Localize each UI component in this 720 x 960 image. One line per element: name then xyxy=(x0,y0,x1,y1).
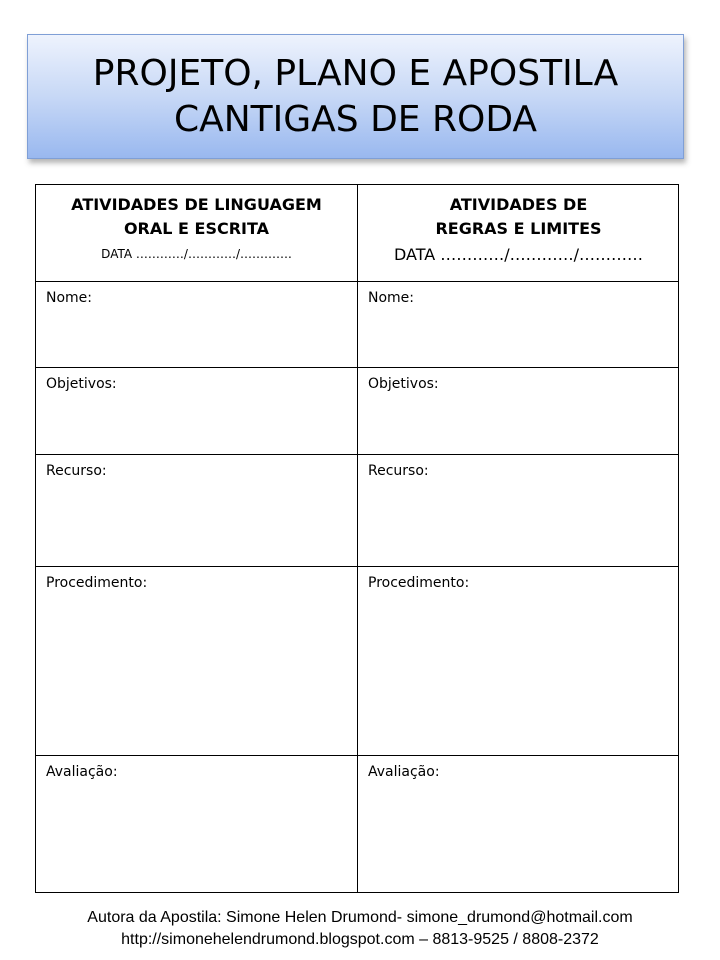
cell-recurso-language xyxy=(36,455,357,566)
column-heading-rules-line1: ATIVIDADES DE xyxy=(449,195,588,214)
label-objetivos: Objetivos: xyxy=(368,376,439,392)
footer-contact: http://simonehelendrumond.blogspot.com – 8813-9525 / 8808-2372 xyxy=(121,931,599,948)
title-line-2: CANTIGAS DE RODA xyxy=(173,98,538,140)
label-procedimento: Procedimento: xyxy=(368,575,470,591)
column-heading-rules-line2: REGRAS E LIMITES xyxy=(435,219,602,238)
title-line-1: PROJETO, PLANO E APOSTILA xyxy=(92,52,619,94)
date-field-rules: DATA …………/…………/………… xyxy=(393,245,644,264)
label-recurso: Recurso: xyxy=(368,463,429,479)
label-recurso: Recurso: xyxy=(46,463,107,479)
label-avaliacao: Avaliação: xyxy=(368,764,440,780)
column-heading-language-line2: ORAL E ESCRITA xyxy=(123,219,270,238)
cell-procedimento-rules xyxy=(358,567,679,755)
cell-objetivos-rules xyxy=(358,368,679,454)
label-nome: Nome: xyxy=(46,290,93,306)
cell-nome-rules xyxy=(358,282,679,367)
label-objetivos: Objetivos: xyxy=(46,376,117,392)
cell-avaliacao-rules xyxy=(358,756,679,892)
activity-table xyxy=(35,184,679,893)
header-cell-language xyxy=(36,185,357,281)
date-field-language: DATA …………/…………/…………. xyxy=(101,247,292,261)
header-cell-rules xyxy=(358,185,679,281)
cell-recurso-rules xyxy=(358,455,679,566)
column-heading-language-line1: ATIVIDADES DE LINGUAGEM xyxy=(71,195,322,214)
cell-avaliacao-language xyxy=(36,756,357,892)
footer-author: Autora da Apostila: Simone Helen Drumond- simone_drumond@hotmail.com xyxy=(87,909,633,926)
cell-nome-language xyxy=(36,282,357,367)
cell-procedimento-language xyxy=(36,567,357,755)
label-nome: Nome: xyxy=(368,290,415,306)
title-banner xyxy=(27,34,684,159)
label-avaliacao: Avaliação: xyxy=(46,764,118,780)
label-procedimento: Procedimento: xyxy=(46,575,148,591)
cell-objetivos-language xyxy=(36,368,357,454)
